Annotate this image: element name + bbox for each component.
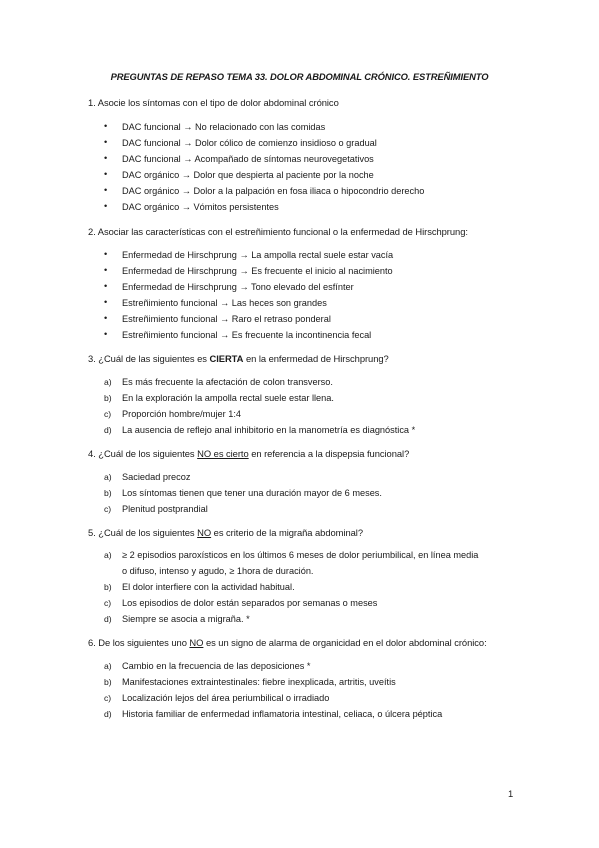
q5-option-a-line-2: o difuso, intenso y agudo, ≥ 1hora de duración. (122, 566, 314, 576)
q1-item-5: DAC orgánico → Dolor a la palpación en fosa iliaca o hipocondrio derecho (122, 186, 425, 196)
question-6-pre: 6. De los siguientes uno (88, 637, 190, 648)
question-5-pre: 5. ¿Cuál de los siguientes (88, 527, 198, 538)
q3-option-d: La ausencia de reflejo anal inhibitorio en la manometría es diagnóstica * (122, 425, 416, 435)
question-3-emphasis: CIERTA (209, 353, 244, 364)
question-6 (88, 637, 487, 648)
option-marker-a: a) (104, 472, 112, 482)
q1-item-3: DAC funcional → Acompañado de síntomas neurovegetativos (122, 154, 374, 164)
q6-option-c: Localización lejos del área periumbilical o irradiado (122, 693, 330, 703)
question-5-emphasis: NO (197, 527, 212, 538)
question-6-post: es un signo de alarma de organicidad en el dolor abdominal crónico: (203, 637, 487, 648)
bullet-marker: • (104, 137, 108, 147)
bullet-marker: • (104, 249, 108, 259)
option-marker-b: b) (104, 488, 112, 498)
question-4-pre: 4. ¿Cuál de los siguientes (88, 448, 198, 459)
q1-item-4: DAC orgánico → Dolor que despierta al paciente por la noche (122, 170, 374, 180)
option-marker-a: a) (104, 377, 112, 387)
q6-option-b: Manifestaciones extraintestinales: fiebre inexplicada, artritis, uveítis (122, 677, 396, 687)
q1-item-2: DAC funcional → Dolor cólico de comienzo insidioso o gradual (122, 138, 377, 148)
option-marker-d: d) (104, 614, 112, 624)
q5-option-c: Los episodios de dolor están separados por semanas o meses (122, 598, 378, 608)
option-marker-c: c) (104, 598, 112, 608)
question-3 (88, 353, 389, 364)
q5-option-a-line-1: ≥ 2 episodios paroxísticos en los últimos 6 meses de dolor periumbilical, en línea media (122, 550, 479, 560)
option-marker-c: c) (104, 409, 112, 419)
bullet-marker: • (104, 265, 108, 275)
bullet-marker: • (104, 121, 108, 131)
q5-option-b: El dolor interfiere con la actividad habitual. (122, 582, 295, 592)
question-2: 2. Asociar las características con el estreñimiento funcional o la enfermedad de Hirschprung: (88, 226, 468, 237)
q6-option-a: Cambio en la frecuencia de las deposiciones * (122, 661, 311, 671)
option-marker-c: c) (104, 504, 112, 514)
q6-option-d: Historia familiar de enfermedad inflamatoria intestinal, celiaca, o úlcera péptica (122, 709, 443, 719)
question-5-post: es criterio de la migraña abdominal? (211, 527, 363, 538)
bullet-marker: • (104, 297, 108, 307)
option-marker-b: b) (104, 677, 112, 687)
question-3-pre: 3. ¿Cuál de las siguientes es (88, 353, 210, 364)
option-marker-b: b) (104, 393, 112, 403)
q3-option-c: Proporción hombre/mujer 1:4 (122, 409, 241, 419)
bullet-marker: • (104, 329, 108, 339)
bullet-marker: • (104, 153, 108, 163)
bullet-marker: • (104, 185, 108, 195)
q2-item-3: Enfermedad de Hirschprung → Tono elevado del esfínter (122, 282, 354, 292)
bullet-marker: • (104, 313, 108, 323)
q3-option-b: En la exploración la ampolla rectal suele estar llena. (122, 393, 334, 403)
document-title: PREGUNTAS DE REPASO TEMA 33. DOLOR ABDOMINAL CRÓNICO. ESTREÑIMIENTO (110, 71, 489, 82)
question-4-emphasis: NO es cierto (197, 448, 249, 459)
option-marker-a: a) (104, 550, 112, 560)
option-marker-a: a) (104, 661, 112, 671)
q1-item-6: DAC orgánico → Vómitos persistentes (122, 202, 279, 212)
q3-option-a: Es más frecuente la afectación de colon transverso. (122, 377, 333, 387)
bullet-marker: • (104, 201, 108, 211)
question-3-post: en la enfermedad de Hirschprung? (243, 353, 389, 364)
question-1: 1. Asocie los síntomas con el tipo de dolor abdominal crónico (88, 97, 339, 108)
option-marker-c: c) (104, 693, 112, 703)
q2-item-4: Estreñimiento funcional → Las heces son grandes (122, 298, 327, 308)
q2-item-5: Estreñimiento funcional → Raro el retraso ponderal (122, 314, 331, 324)
question-5 (88, 527, 363, 538)
question-6-emphasis: NO (189, 637, 204, 648)
question-4-post: en referencia a la dispepsia funcional? (248, 448, 410, 459)
q4-option-b: Los síntomas tienen que tener una duración mayor de 6 meses. (122, 488, 382, 498)
page-number: 1 (508, 788, 514, 799)
option-marker-b: b) (104, 582, 112, 592)
bullet-marker: • (104, 281, 108, 291)
option-marker-d: d) (104, 425, 112, 435)
q4-option-a: Saciedad precoz (122, 472, 191, 482)
q5-option-d: Siempre se asocia a migraña. * (122, 614, 250, 624)
q4-option-c: Plenitud postprandial (122, 504, 208, 514)
bullet-marker: • (104, 169, 108, 179)
question-4 (88, 448, 409, 459)
option-marker-d: d) (104, 709, 112, 719)
q2-item-6: Estreñimiento funcional → Es frecuente la incontinencia fecal (122, 330, 372, 340)
q2-item-1: Enfermedad de Hirschprung → La ampolla rectal suele estar vacía (122, 250, 394, 260)
q2-item-2: Enfermedad de Hirschprung → Es frecuente el inicio al nacimiento (122, 266, 393, 276)
q1-item-1: DAC funcional → No relacionado con las comidas (122, 122, 326, 132)
